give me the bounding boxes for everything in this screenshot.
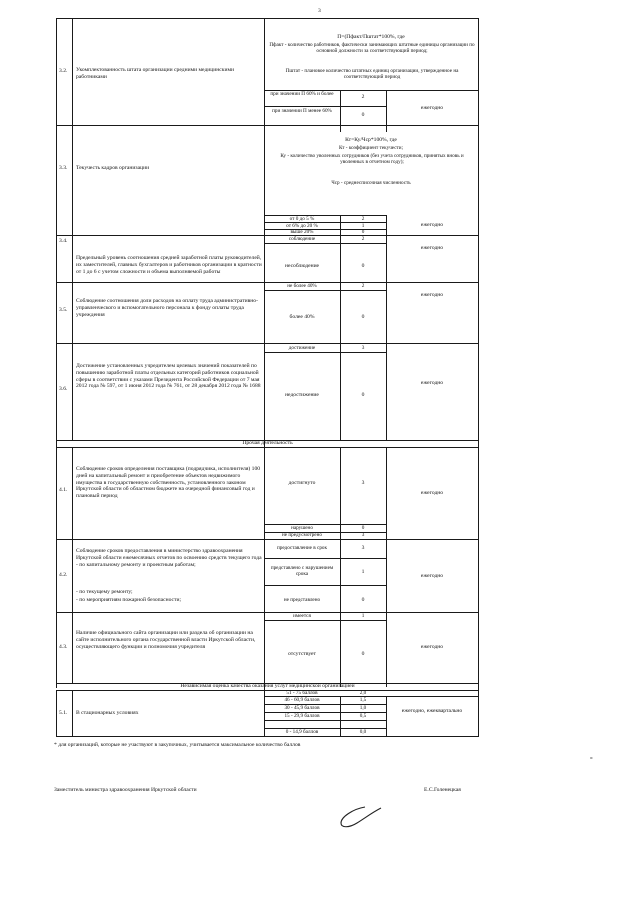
score-value: 0: [361, 597, 365, 603]
section-heading: Прочая деятельность: [242, 440, 293, 446]
period-label: ежегодно: [420, 380, 444, 386]
score-value: 3: [361, 480, 365, 486]
level-score: 2,0: [359, 690, 367, 696]
score-value: 0: [361, 229, 365, 235]
row-number: 3.4.: [59, 238, 68, 244]
level-label: 51 - 75 баллов: [286, 690, 318, 696]
criterion-title: Соблюдение сроков предоставления в министерство здравоохранения Иркутской области ежемесячных отчетов по освоению средств текущего года - по капитальному ремонту и проектным работам;: [76, 548, 262, 568]
criterion-subitem: - по мероприятиям пожарной безопасности;: [76, 597, 182, 603]
period-label: ежегодно: [420, 292, 444, 298]
level-score: 0,5: [359, 713, 367, 719]
criterion-title: Укомплектованность штата организации средними медицинскими работниками: [76, 67, 234, 80]
score-value: 3: [361, 345, 365, 351]
condition-label: не предусмотрено: [282, 532, 322, 538]
condition-label: от 0 до 5 %: [289, 216, 315, 222]
period-label: ежегодно: [420, 644, 444, 650]
formula-description: Пштат - плановое количество штатных единиц организации, утвержденное на соответствующий период: [285, 68, 459, 81]
period-label: ежегодно: [420, 245, 444, 251]
section-heading: Независимая оценка качества оказания услуг медицинской организацией: [180, 683, 355, 689]
signatory-position: Заместитель министра здравоохранения Иркутской области: [54, 787, 197, 793]
level-label: 0 - 14,9 баллов: [285, 729, 319, 735]
score-value: 2: [361, 216, 365, 222]
condition-label: выше 20%: [290, 229, 314, 235]
score-value: 0: [361, 263, 365, 269]
footnote: * для организаций, которые не участвуют в закупочных, учитывается максимальное количество баллов: [54, 742, 301, 748]
score-value: 3: [361, 532, 365, 538]
score-value: 0: [361, 525, 365, 531]
formula: П=(Пфакт/Пштат*100%, где: [337, 34, 405, 40]
condition-label: нарушено: [291, 525, 313, 531]
criterion-title: Соблюдение сроков определения поставщика (подрядчика, исполнителя) 100 дней на капитальный ремонт и приобретение объектов недвижимого имущества в государственную собственность, установленного законом Иркутской области об областном бюджете на очередной финансовый год и плановый период: [76, 466, 261, 500]
page-number: 3: [318, 8, 321, 14]
level-label: 30 - 45,9 баллов: [284, 705, 320, 711]
formula: Кт=Ку/Чср*100%, где: [345, 137, 397, 143]
score-value: 3: [361, 545, 365, 551]
condition-label: при значении П 60% и более: [270, 91, 334, 97]
formula-description: Чср - среднесписочная численность: [331, 180, 411, 186]
score-value: 0: [361, 112, 365, 118]
formula-description: Ку - количество уволенных сотрудников (без учета сотрудников, принятых вновь и уволенных в отчетном году);: [280, 153, 464, 166]
score-value: 2: [361, 283, 365, 289]
condition-label: более 40%: [289, 314, 315, 320]
formula-description: Пфакт - количество работников, фактически занимающих штатные единицы организации по основной должности за соответствующий период;: [269, 42, 475, 55]
period-label: ежегодно: [420, 222, 444, 228]
criterion-title: Предельный уровень соотношения средней заработной платы руководителей, их заместителей, главных бухгалтеров и работников организации в кратности от 1 до 6 с учетом сложности и объема выполняемой работы: [76, 255, 262, 275]
condition-label: не представлено: [283, 597, 321, 603]
level-label: 15 - 29,9 баллов: [284, 713, 320, 719]
row-number: 3.5.: [59, 307, 68, 313]
row-number: 4.2.: [59, 572, 68, 578]
score-value: 1: [361, 569, 365, 575]
criterion-title: Наличие официального сайта организации или раздела об организации на сайте исполнительного органа государственной власти Иркутской области, осуществляющего функции и полномочия учредителя: [76, 630, 256, 650]
condition-label: достижение: [288, 345, 316, 351]
condition-label: соблюдение: [288, 236, 316, 242]
row-number: 4.3.: [59, 644, 68, 650]
period-label: ежегодно: [420, 105, 444, 111]
criterion-title: Текучесть кадров организации: [76, 165, 150, 171]
condition-label: от 6% до 20 %: [286, 223, 318, 229]
level-score: 0,0: [359, 729, 367, 735]
handwritten-signature: [335, 803, 385, 831]
score-value: 0: [361, 314, 365, 320]
level-score: 1,5: [359, 697, 367, 703]
score-value: 1: [361, 223, 365, 229]
period-label: ежегодно: [420, 490, 444, 496]
level-label: 46 - 60,9 баллов: [284, 697, 320, 703]
criterion-subitem: - по текущему ремонту;: [76, 589, 133, 595]
row-number: 3.3.: [59, 165, 68, 171]
row-number: 3.6.: [59, 386, 68, 392]
score-value: 2: [361, 236, 365, 242]
score-value: 2: [361, 94, 365, 100]
condition-label: несоблюдение: [284, 263, 320, 269]
condition-label: имеется: [293, 613, 311, 619]
row-number: 4.1.: [59, 487, 68, 493]
criterion-title: Соблюдение соотношения доли расходов на оплату труда административно-управленческого и вспомогательного персонала к фонду оплаты труда учреждения: [76, 298, 258, 318]
row-number: 5.1.: [59, 710, 68, 716]
score-value: 0: [361, 651, 365, 657]
level-score: 1,0: [359, 705, 367, 711]
condition-label: при значении П менее 60%: [272, 108, 332, 114]
condition-label: достигнуто: [288, 480, 316, 486]
period-label: ежегодно, ежеквартально: [401, 708, 463, 714]
footnote-mark: »: [590, 755, 593, 761]
condition-label: не более 40%: [287, 283, 317, 289]
condition-label: представлено с нарушением срока: [270, 565, 334, 578]
criterion-title: В стационарных условиях: [76, 710, 139, 716]
condition-label: предоставление в срок: [276, 545, 328, 551]
signatory-name: Е.С.Голенецкая: [424, 787, 461, 793]
criterion-title: Достижение установленных учредителем целевых значений показателей по повышению заработной платы отдельных категорий работников социальной сферы в соответствии с указами Президента Российской Федерации от 7 мая 2012 года № 597, от 1 июня 2012 года № 761, от 28 декабря 2012 года № 1688: [76, 363, 261, 390]
formula-description: Кт - коэффициент текучести;: [338, 145, 404, 151]
period-label: ежегодно: [420, 573, 444, 579]
condition-label: отсутствует: [288, 651, 316, 657]
row-number: 3.2.: [59, 68, 68, 74]
score-value: 1: [361, 613, 365, 619]
score-value: 0: [361, 392, 365, 398]
condition-label: недостижение: [285, 392, 319, 398]
